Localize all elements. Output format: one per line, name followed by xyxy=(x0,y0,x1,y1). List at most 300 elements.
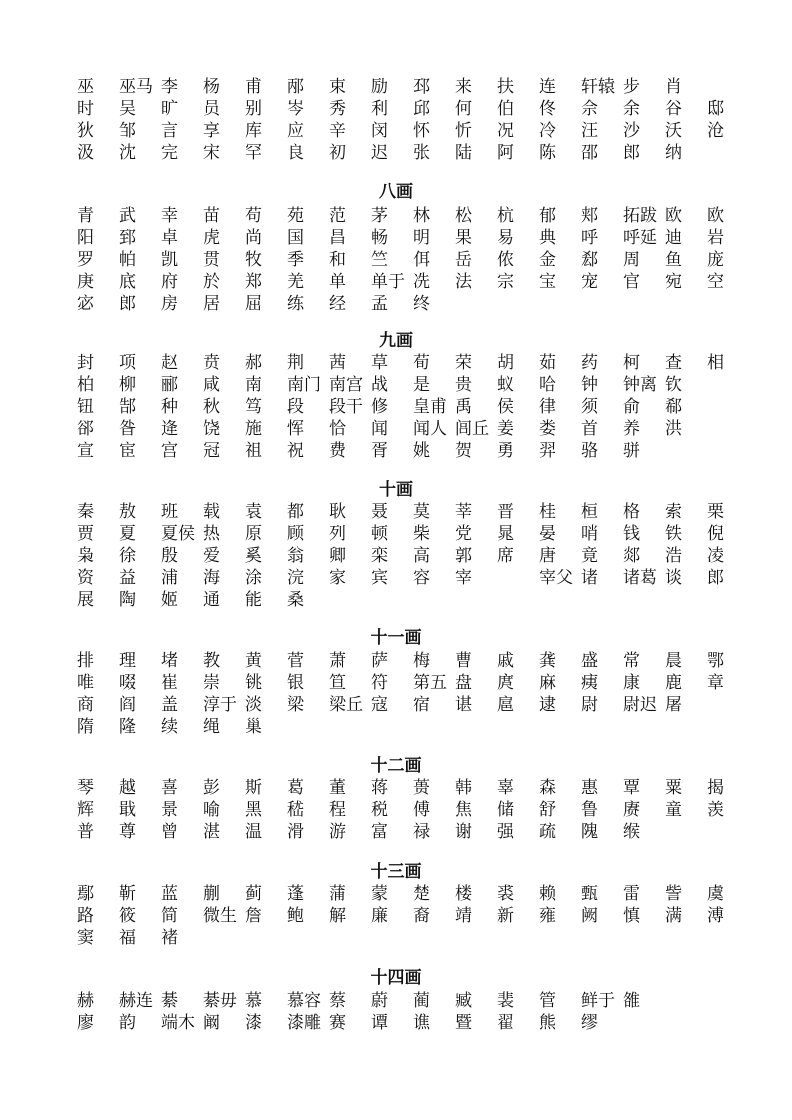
surname-entry: 昌 xyxy=(329,228,346,248)
surname-entry: 费 xyxy=(329,441,346,461)
surname-entry: 唯 xyxy=(77,673,94,693)
surname-entry: 简 xyxy=(161,906,178,926)
surname-entry: 恰 xyxy=(329,419,346,439)
surname-entry: 杨 xyxy=(203,77,220,97)
surname-entry: 季 xyxy=(287,250,304,270)
surname-entry: 余 xyxy=(623,99,640,119)
surname-entry: 茜 xyxy=(329,353,346,373)
surname-entry: 载 xyxy=(203,502,220,522)
surname-entry: 通 xyxy=(203,590,220,610)
surname-entry: 列 xyxy=(329,524,346,544)
surname-entry: 蒯 xyxy=(203,884,220,904)
surname-entry: 廉 xyxy=(371,906,388,926)
surname-entry: 郝 xyxy=(245,353,262,373)
surname-entry: 辛 xyxy=(329,121,346,141)
surname-entry: 铁 xyxy=(665,524,682,544)
surname-entry: 班 xyxy=(161,502,178,522)
surname-entry: 慕 xyxy=(245,991,262,1011)
name-row xyxy=(0,777,792,799)
surname-entry: 舒 xyxy=(539,800,556,820)
surname-entry: 斯 xyxy=(245,778,262,798)
surname-entry: 初 xyxy=(329,143,346,163)
surname-entry: 鄂 xyxy=(707,651,724,671)
surname-entry: 雷 xyxy=(623,884,640,904)
surname-entry: 秋 xyxy=(203,397,220,417)
surname-entry: 都 xyxy=(287,502,304,522)
surname-entry: 容 xyxy=(413,568,430,588)
surname-entry: 莫 xyxy=(413,502,430,522)
surname-entry: 金 xyxy=(539,250,556,270)
surname-entry: 银 xyxy=(287,673,304,693)
surname-entry: 府 xyxy=(161,272,178,292)
surname-entry: 贵 xyxy=(455,375,472,395)
surname-entry: 满 xyxy=(665,906,682,926)
surname-entry: 荀 xyxy=(413,353,430,373)
surname-entry: 缪 xyxy=(581,1013,598,1033)
surname-entry: 蒙 xyxy=(371,884,388,904)
surname-entry: 迟 xyxy=(371,143,388,163)
surname-entry: 佟 xyxy=(539,99,556,119)
surname-entry: 青 xyxy=(77,206,94,226)
name-row xyxy=(0,589,792,611)
surname-entry: 张 xyxy=(413,143,430,163)
name-row xyxy=(0,883,792,905)
surname-entry: 富 xyxy=(371,822,388,842)
surname-entry: 綦毋 xyxy=(203,991,237,1011)
surname-entry: 种 xyxy=(161,397,178,417)
surname-entry: 粟 xyxy=(665,778,682,798)
surname-entry: 蓝 xyxy=(161,884,178,904)
section-heading: 十三画 xyxy=(370,862,422,882)
surname-entry: 鹿 xyxy=(665,673,682,693)
surname-entry: 苑 xyxy=(287,206,304,226)
surname-entry: 郯 xyxy=(623,546,640,566)
surname-entry: 恽 xyxy=(287,419,304,439)
surname-entry: 海 xyxy=(203,568,220,588)
surname-entry: 莘 xyxy=(455,502,472,522)
surname-entry: 资 xyxy=(77,568,94,588)
surname-entry: 言 xyxy=(161,121,178,141)
surname-entry: 牧 xyxy=(245,250,262,270)
surname-entry: 查 xyxy=(665,353,682,373)
surname-entry: 经 xyxy=(329,294,346,314)
name-row xyxy=(0,374,792,396)
surname-entry: 谈 xyxy=(665,568,682,588)
surname-entry: 骆 xyxy=(581,441,598,461)
surname-entry: 柳 xyxy=(119,375,136,395)
surname-entry: 夏侯 xyxy=(161,524,195,544)
surname-entry: 沧 xyxy=(707,121,724,141)
surname-entry: 励 xyxy=(371,77,388,97)
surname-entry: 疏 xyxy=(539,822,556,842)
name-row xyxy=(0,501,792,523)
surname-entry: 范 xyxy=(329,206,346,226)
surname-entry: 温 xyxy=(245,822,262,842)
surname-entry: 谢 xyxy=(455,822,472,842)
name-row xyxy=(0,227,792,249)
surname-entry: 郎 xyxy=(707,568,724,588)
surname-entry: 铫 xyxy=(245,673,262,693)
surname-entry: 阚 xyxy=(203,1013,220,1033)
surname-entry: 拓跋 xyxy=(623,206,657,226)
surname-entry: 董 xyxy=(329,778,346,798)
surname-entry: 冷 xyxy=(539,121,556,141)
surname-entry: 袁 xyxy=(245,502,262,522)
surname-entry: 郜 xyxy=(119,397,136,417)
surname-entry: 韵 xyxy=(119,1013,136,1033)
surname-entry: 别 xyxy=(245,99,262,119)
surname-entry: 啜 xyxy=(119,673,136,693)
surname-entry: 裴 xyxy=(497,991,514,1011)
surname-entry: 郁 xyxy=(539,206,556,226)
surname-entry: 怀 xyxy=(413,121,430,141)
surname-entry: 桂 xyxy=(539,502,556,522)
name-row xyxy=(0,567,792,589)
surname-entry: 佘 xyxy=(581,99,598,119)
surname-entry: 税 xyxy=(371,800,388,820)
surname-entry: 哨 xyxy=(581,524,598,544)
surname-entry: 高 xyxy=(413,546,430,566)
surname-entry: 邵 xyxy=(581,143,598,163)
surname-entry: 杭 xyxy=(497,206,514,226)
surname-entry: 逄 xyxy=(161,419,178,439)
surname-entry: 梁丘 xyxy=(329,695,363,715)
surname-entry: 梁 xyxy=(287,695,304,715)
surname-entry: 茅 xyxy=(371,206,388,226)
surname-entry: 陶 xyxy=(119,590,136,610)
surname-entry: 桑 xyxy=(287,590,304,610)
surname-entry: 周 xyxy=(623,250,640,270)
surname-entry: 赫 xyxy=(77,991,94,1011)
surname-entry: 闵 xyxy=(371,121,388,141)
surname-entry: 贺 xyxy=(455,441,472,461)
surname-entry: 栾 xyxy=(371,546,388,566)
surname-entry: 琴 xyxy=(77,778,94,798)
surname-entry: 湛 xyxy=(203,822,220,842)
surname-entry: 窦 xyxy=(77,928,94,948)
surname-entry: 蒋 xyxy=(371,778,388,798)
surname-entry: 何 xyxy=(455,99,472,119)
surname-entry: 綦 xyxy=(161,991,178,1011)
surname-entry: 聂 xyxy=(371,502,388,522)
surname-entry: 阙 xyxy=(581,906,598,926)
surname-entry: 钟 xyxy=(581,375,598,395)
surname-entry: 赖 xyxy=(539,884,556,904)
surname-entry: 郄 xyxy=(581,250,598,270)
surname-entry: 越 xyxy=(119,778,136,798)
surname-entry: 蔺 xyxy=(413,991,430,1011)
surname-entry: 饶 xyxy=(203,419,220,439)
surname-entry: 訾 xyxy=(665,884,682,904)
surname-entry: 郑 xyxy=(245,272,262,292)
surname-entry: 排 xyxy=(77,651,94,671)
surname-entry: 竟 xyxy=(581,546,598,566)
surname-entry: 幸 xyxy=(161,206,178,226)
surname-entry: 姜 xyxy=(497,419,514,439)
surname-entry: 管 xyxy=(539,991,556,1011)
surname-entry: 罕 xyxy=(245,143,262,163)
surname-entry: 秀 xyxy=(329,99,346,119)
surname-entry: 储 xyxy=(497,800,514,820)
surname-entry: 居 xyxy=(203,294,220,314)
surname-entry: 戚 xyxy=(497,651,514,671)
surname-entry: 慎 xyxy=(623,906,640,926)
surname-entry: 浣 xyxy=(287,568,304,588)
surname-entry: 肖 xyxy=(665,77,682,97)
surname-entry: 晁 xyxy=(497,524,514,544)
surname-entry: 翁 xyxy=(287,546,304,566)
surname-entry: 钦 xyxy=(665,375,682,395)
surname-entry: 钟离 xyxy=(623,375,657,395)
surname-entry: 常 xyxy=(623,651,640,671)
surname-entry: 强 xyxy=(497,822,514,842)
surname-entry: 涂 xyxy=(245,568,262,588)
surname-entry: 焦 xyxy=(455,800,472,820)
surname-entry: 敖 xyxy=(119,502,136,522)
surname-entry: 胡 xyxy=(497,353,514,373)
surname-entry: 完 xyxy=(161,143,178,163)
surname-entry: 揭 xyxy=(707,778,724,798)
surname-entry: 浩 xyxy=(665,546,682,566)
surname-entry: 哈 xyxy=(539,375,556,395)
surname-entry: 岩 xyxy=(707,228,724,248)
surname-entry: 良 xyxy=(287,143,304,163)
surname-entry: 诸 xyxy=(581,568,598,588)
surname-entry: 傅 xyxy=(413,800,430,820)
surname-entry: 辉 xyxy=(77,800,94,820)
surname-entry: 须 xyxy=(581,397,598,417)
surname-entry: 邹 xyxy=(119,121,136,141)
name-row xyxy=(0,694,792,716)
name-row xyxy=(0,990,792,1012)
surname-entry: 嵇 xyxy=(287,800,304,820)
surname-entry: 皇甫 xyxy=(413,397,447,417)
name-row xyxy=(0,98,792,120)
surname-entry: 逮 xyxy=(539,695,556,715)
surname-entry: 员 xyxy=(203,99,220,119)
surname-entry: 封 xyxy=(77,353,94,373)
surname-entry: 官 xyxy=(623,272,640,292)
surname-entry: 和 xyxy=(329,250,346,270)
surname-entry: 明 xyxy=(413,228,430,248)
surname-entry: 廖 xyxy=(77,1013,94,1033)
surname-entry: 童 xyxy=(665,800,682,820)
surname-entry: 楼 xyxy=(455,884,472,904)
surname-entry: 蒉 xyxy=(413,778,430,798)
surname-entry: 祝 xyxy=(287,441,304,461)
name-row xyxy=(0,271,792,293)
surname-entry: 喜 xyxy=(161,778,178,798)
surname-entry: 果 xyxy=(455,228,472,248)
surname-entry: 底 xyxy=(119,272,136,292)
name-row xyxy=(0,418,792,440)
surname-entry: 郎 xyxy=(623,143,640,163)
surname-entry: 冼 xyxy=(413,272,430,292)
surname-entry: 空 xyxy=(707,272,724,292)
surname-entry: 爱 xyxy=(203,546,220,566)
surname-entry: 宰父 xyxy=(539,568,573,588)
surname-entry: 侯 xyxy=(497,397,514,417)
surname-entry: 祖 xyxy=(245,441,262,461)
surname-entry: 来 xyxy=(455,77,472,97)
surname-entry: 佴 xyxy=(413,250,430,270)
surname-entry: 雒 xyxy=(623,991,640,1011)
name-row xyxy=(0,927,792,949)
surname-entry: 荣 xyxy=(455,353,472,373)
surname-entry: 阎 xyxy=(119,695,136,715)
surname-entry: 党 xyxy=(455,524,472,544)
surname-entry: 贲 xyxy=(203,353,220,373)
surname-entry: 寇 xyxy=(371,695,388,715)
surname-entry: 徐 xyxy=(119,546,136,566)
surname-entry: 暨 xyxy=(455,1013,472,1033)
surname-entry: 谯 xyxy=(413,1013,430,1033)
surname-entry: 汪 xyxy=(581,121,598,141)
surname-entry: 益 xyxy=(119,568,136,588)
surname-entry: 巫 xyxy=(77,77,94,97)
surname-entry: 普 xyxy=(77,822,94,842)
surname-entry: 崇 xyxy=(203,673,220,693)
surname-entry: 能 xyxy=(245,590,262,610)
surname-entry: 甄 xyxy=(581,884,598,904)
section-heading: 八画 xyxy=(379,182,413,202)
surname-entry: 章 xyxy=(707,673,724,693)
surname-entry: 律 xyxy=(539,397,556,417)
surname-entry: 盖 xyxy=(161,695,178,715)
surname-entry: 楚 xyxy=(413,884,430,904)
surname-entry: 新 xyxy=(497,906,514,926)
surname-entry: 程 xyxy=(329,800,346,820)
surname-entry: 昝 xyxy=(119,419,136,439)
surname-entry: 臧 xyxy=(455,991,472,1011)
surname-entry: 桓 xyxy=(581,502,598,522)
surname-entry: 阳 xyxy=(77,228,94,248)
surname-entry: 宗 xyxy=(497,272,514,292)
surname-entry: 覃 xyxy=(623,778,640,798)
surname-entry: 纳 xyxy=(665,143,682,163)
surname-entry: 凌 xyxy=(707,546,724,566)
surname-entry: 俞 xyxy=(623,397,640,417)
surname-entry: 呼 xyxy=(581,228,598,248)
name-row xyxy=(0,352,792,374)
surname-entry: 耿 xyxy=(329,502,346,522)
surname-entry: 宦 xyxy=(119,441,136,461)
surname-entry: 漆雕 xyxy=(287,1013,321,1033)
name-row xyxy=(0,1012,792,1034)
surname-entry: 虞 xyxy=(707,884,724,904)
surname-entry: 骈 xyxy=(623,441,640,461)
surname-entry: 符 xyxy=(371,673,388,693)
surname-entry: 享 xyxy=(203,121,220,141)
surname-entry: 裘 xyxy=(497,884,514,904)
surname-entry: 阿 xyxy=(497,143,514,163)
surname-entry: 钮 xyxy=(77,397,94,417)
surname-entry: 羿 xyxy=(539,441,556,461)
surname-entry: 单于 xyxy=(371,272,405,292)
surname-entry: 松 xyxy=(455,206,472,226)
surname-entry: 萨 xyxy=(371,651,388,671)
surname-entry: 虎 xyxy=(203,228,220,248)
surname-entry: 洪 xyxy=(665,419,682,439)
surname-entry: 靖 xyxy=(455,906,472,926)
surname-entry: 解 xyxy=(329,906,346,926)
surname-entry: 惠 xyxy=(581,778,598,798)
surname-entry: 路 xyxy=(77,906,94,926)
surname-entry: 尊 xyxy=(119,822,136,842)
surname-entry: 胥 xyxy=(371,441,388,461)
surname-entry: 郏 xyxy=(581,206,598,226)
surname-entry: 滑 xyxy=(287,822,304,842)
surname-entry: 殷 xyxy=(161,546,178,566)
surname-entry: 况 xyxy=(497,121,514,141)
surname-entry: 溥 xyxy=(707,906,724,926)
surname-entry: 展 xyxy=(77,590,94,610)
surname-entry: 郅 xyxy=(119,228,136,248)
surname-entry: 席 xyxy=(497,546,514,566)
surname-entry: 沃 xyxy=(665,121,682,141)
surname-entry: 药 xyxy=(581,353,598,373)
surname-entry: 伯 xyxy=(497,99,514,119)
surname-entry: 甫 xyxy=(245,77,262,97)
surname-entry: 林 xyxy=(413,206,430,226)
surname-entry: 项 xyxy=(119,353,136,373)
surname-entry: 呼延 xyxy=(623,228,657,248)
surname-entry: 旷 xyxy=(161,99,178,119)
surname-entry: 岳 xyxy=(455,250,472,270)
surname-entry: 微生 xyxy=(203,906,237,926)
surname-entry: 轩辕 xyxy=(581,77,615,97)
surname-entry: 荆 xyxy=(287,353,304,373)
surname-entry: 第五 xyxy=(413,673,447,693)
surname-entry: 姬 xyxy=(161,590,178,610)
surname-entry: 闾丘 xyxy=(455,419,489,439)
surname-entry: 陆 xyxy=(455,143,472,163)
surname-entry: 沙 xyxy=(623,121,640,141)
surname-entry: 单 xyxy=(329,272,346,292)
surname-entry: 赛 xyxy=(329,1013,346,1033)
surname-entry: 邳 xyxy=(413,77,430,97)
name-row xyxy=(0,799,792,821)
surname-entry: 诸葛 xyxy=(623,568,657,588)
surname-entry: 羡 xyxy=(707,800,724,820)
surname-entry: 靳 xyxy=(119,884,136,904)
surname-entry: 宰 xyxy=(455,568,472,588)
surname-entry: 黑 xyxy=(245,800,262,820)
section-heading: 十一画 xyxy=(370,628,422,648)
surname-entry: 勇 xyxy=(497,441,514,461)
surname-entry: 南门 xyxy=(287,375,321,395)
surname-entry: 草 xyxy=(371,353,388,373)
surname-entry: 邸 xyxy=(707,99,724,119)
surname-entry: 终 xyxy=(413,294,430,314)
surname-entry: 战 xyxy=(371,375,388,395)
surname-entry: 孟 xyxy=(371,294,388,314)
surname-entry: 枭 xyxy=(77,546,94,566)
surname-entry: 罗 xyxy=(77,250,94,270)
surname-entry: 连 xyxy=(539,77,556,97)
surname-entry: 曹 xyxy=(455,651,472,671)
surname-entry: 相 xyxy=(707,353,724,373)
surname-entry: 原 xyxy=(245,524,262,544)
surname-entry: 庞 xyxy=(707,250,724,270)
surname-entry: 热 xyxy=(203,524,220,544)
name-row xyxy=(0,76,792,98)
name-row xyxy=(0,396,792,418)
surname-entry: 南宫 xyxy=(329,375,363,395)
surname-entry: 禄 xyxy=(413,822,430,842)
surname-entry: 盘 xyxy=(455,673,472,693)
surname-entry: 戢 xyxy=(119,800,136,820)
